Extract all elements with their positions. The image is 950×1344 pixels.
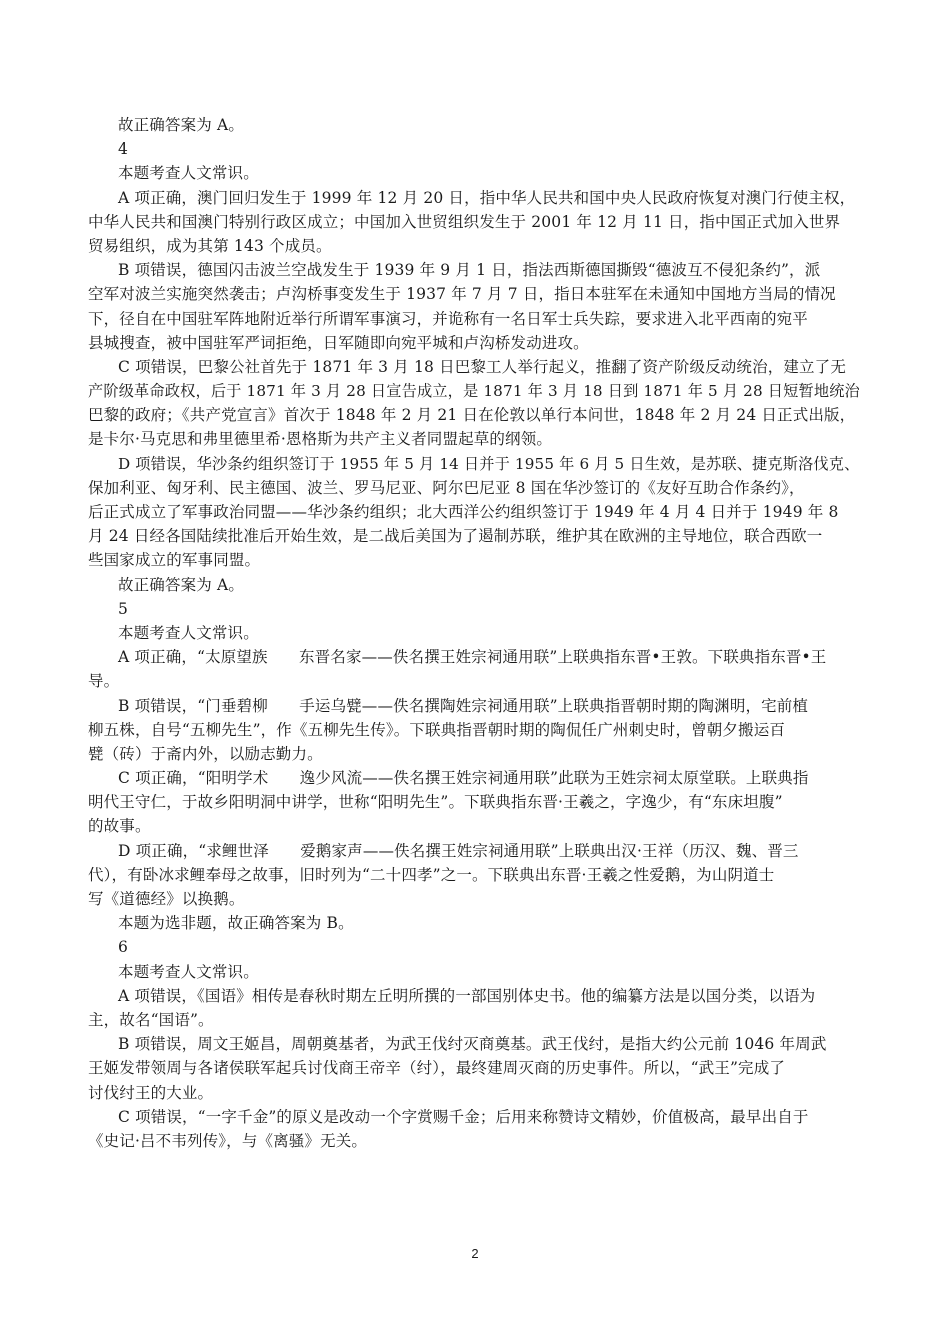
text-line: 《史记·吕不韦列传》，与《离骚》无关。	[88, 1131, 368, 1150]
text-line: 代），有卧冰求鲤奉母之故事，旧时列为“二十四孝”之一。下联典出东晋·王羲之性爱鹅，为山阴道士	[88, 865, 775, 884]
text-line: 5	[118, 599, 129, 618]
text-line: 保加利亚、匈牙利、民主德国、波兰、罗马尼亚、阿尔巴尼亚 8 国在华沙签订的《友好互助合作条约》，	[88, 478, 805, 497]
text-line: 柳五株，自号“五柳先生”，作《五柳先生传》。下联典指晋朝时期的陶侃任广州刺史时，曾朝夕搬运百	[88, 720, 786, 739]
text-line: 导。	[88, 672, 120, 691]
text-line: 讨伐纣王的大业。	[88, 1083, 214, 1102]
text-line: B 项错误，“门垂碧柳 手运乌甓——佚名撰陶姓宗祠通用联”上联典指晋朝时期的陶渊明，宅前植	[118, 696, 809, 715]
text-line: C 项错误，“一字千金”的原义是改动一个字赏赐千金；后用来称赞诗文精妙，价值极高，最早出自于	[118, 1107, 809, 1126]
text-line: 本题为选非题，故正确答案为 B。	[118, 914, 354, 933]
text-line: 本题考查人文常识。	[118, 962, 259, 981]
text-line: 甓（砖）于斋内外，以励志勤力。	[88, 744, 323, 763]
page-number: 2	[471, 1246, 479, 1261]
text-line: 的故事。	[88, 817, 151, 836]
text-line: 空军对波兰实施突然袭击；卢沟桥事变发生于 1937 年 7 月 7 日，指日本驻军在未通知中国地方当局的情况	[88, 285, 836, 304]
text-line: 王姬发带领周与各诸侯联军起兵讨伐商王帝辛（纣），最终建周灭商的历史事件。所以，“武王”完成了	[88, 1059, 786, 1078]
text-line: 本题考查人文常识。	[118, 623, 259, 642]
text-line: C 项错误，巴黎公社首先于 1871 年 3 月 18 日巴黎工人举行起义，推翻了资产阶级反动统治，建立了无	[118, 357, 846, 376]
document-body	[88, 113, 864, 1153]
text-line: 些国家成立的军事同盟。	[88, 551, 261, 570]
text-line: D 项错误，华沙条约组织签订于 1955 年 5 月 14 日并于 1955 年 6 月 5 日生效，是苏联、捷克斯洛伐克、	[118, 454, 860, 473]
text-line: 本题考查人文常识。	[118, 164, 259, 183]
text-line: 县城搜查，被中国驻军严词拒绝，日军随即向宛平城和卢沟桥发动进攻。	[88, 333, 589, 352]
text-line: 后正式成立了军事政治同盟——华沙条约组织；北大西洋公约组织签订于 1949 年 4 月 4 日并于 1949 年 8	[88, 503, 839, 521]
text-line: 月 24 日经各国陆续批准后开始生效，是二战后美国为了遏制苏联，维护其在欧洲的主导地位，联合西欧一	[88, 527, 823, 546]
text-line: A 项错误，《国语》相传是春秋时期左丘明所撰的一部国别体史书。他的编纂方法是以国分类，以语为	[118, 986, 816, 1005]
text-line: D 项正确，“求鲤世泽 爱鹅家声——佚名撰王姓宗祠通用联”上联典出汉·王祥（历汉、魏、晋三	[118, 841, 799, 860]
text-line: 中华人民共和国澳门特别行政区成立；中国加入世贸组织发生于 2001 年 12 月 11 日，指中国正式加入世界	[88, 212, 841, 231]
text-line: 写《道德经》以换鹅。	[88, 890, 245, 908]
text-line: 巴黎的政府；《共产党宣言》首次于 1848 年 2 月 21 日在伦敦以单行本问世，1848 年 2 月 24 日正式出版，	[88, 406, 856, 425]
text-line: B 项错误，德国闪击波兰空战发生于 1939 年 9 月 1 日，指法西斯德国撕毁“德波互不侵犯条约”，派	[118, 261, 821, 280]
text-line: 产阶级革命政权，后于 1871 年 3 月 28 日宣告成立，是 1871 年 3 月 18 日到 1871 年 5 月 28 日短暂地统治	[88, 382, 860, 401]
text-line: B 项错误，周文王姬昌，周朝奠基者，为武王伐纣灭商奠基。武王伐纣，是指大约公元前 1046 年周武	[118, 1035, 827, 1054]
text-line: 故正确答案为 A。	[118, 116, 244, 134]
text-line: 是卡尔·马克思和弗里德里希·恩格斯为共产主义者同盟起草的纲领。	[88, 430, 553, 449]
text-line: 下，径自在中国驻军阵地附近举行所谓军事演习，并诡称有一名日军士兵失踪，要求进入北平西南的宛平	[88, 309, 808, 328]
text-line: 4	[118, 140, 129, 159]
text-line: A 项正确，“太原望族 东晋名家——佚名撰王姓宗祠通用联”上联典指东晋•王敦。下联典指东晋•王	[118, 648, 827, 667]
text-line: 主，故名“国语”。	[88, 1010, 214, 1029]
text-line: C 项正确，“阳明学术 逸少风流——佚名撰王姓宗祠通用联”此联为王姓宗祠太原堂联。上联典指	[118, 769, 809, 788]
text-line: 明代王守仁，于故乡阳明洞中讲学，世称“阳明先生”。下联典指东晋·王羲之，字逸少，有“东床坦腹”	[88, 793, 783, 812]
text-line: 故正确答案为 A。	[118, 575, 244, 594]
text-line: 6	[118, 938, 129, 957]
text-line: A 项正确，澳门回归发生于 1999 年 12 月 20 日，指中华人民共和国中央人民政府恢复对澳门行使主权，	[118, 188, 856, 207]
text-line: 贸易组织，成为其第 143 个成员。	[88, 236, 332, 255]
